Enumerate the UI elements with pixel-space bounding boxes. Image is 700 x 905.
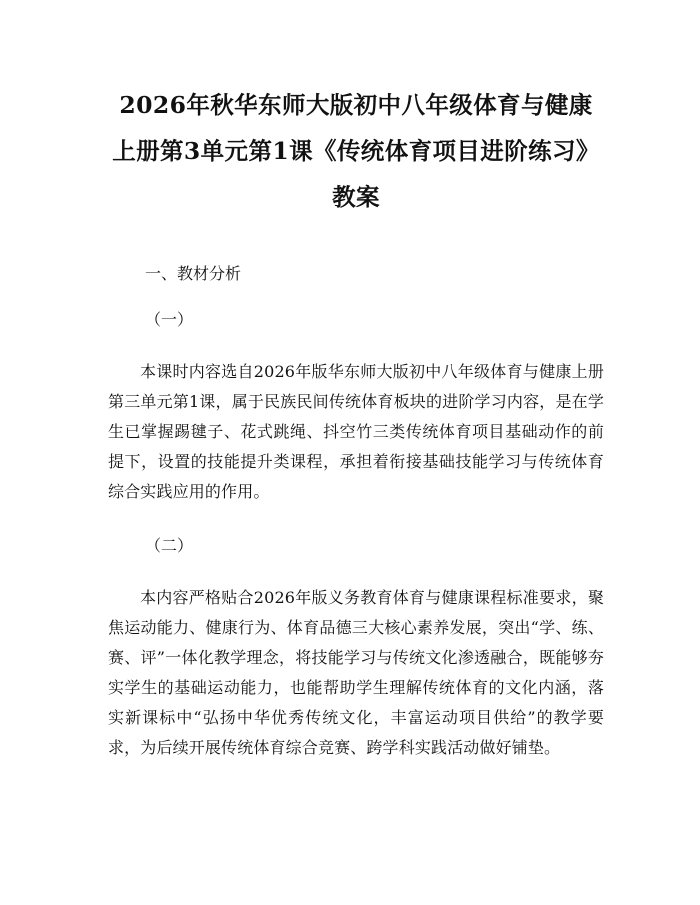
section-heading-textbook-analysis: 一、教材分析 bbox=[145, 264, 242, 283]
paragraph-2: 本内容严格贴合2026年版义务教育体育与健康课程标准要求，聚焦运动能力、健康行为、体育品德三大核心素养发展，突出“学、练、赛、评”一体化教学理念，将技能学习与传统文化渗透融合，既能够夯实学生的基础运动能力，也能帮助学生理解传统体育的文化内涵，落实新课标中“弘扬中华优秀传统文化，丰富运动项目供给”的教学要求，为后续开展传统体育综合竞赛、跨学科实践活动做好铺垫。 bbox=[108, 588, 604, 757]
document-title: 2026年秋华东师大版初中八年级体育与健康上册第3单元第1课《传统体育项目进阶练习》教案 bbox=[112, 91, 600, 211]
subsection-heading-2: （二） bbox=[145, 536, 194, 555]
paragraph-1: 本课时内容选自2026年版华东师大版初中八年级体育与健康上册第三单元第1课，属于民族民间传统体育板块的进阶学习内容，是在学生已掌握踢毽子、花式跳绳、抖空竹三类传统体育项目基础动作的前提下，设置的技能提升类课程，承担着衔接基础技能学习与传统体育综合实践应用的作用。 bbox=[108, 362, 604, 501]
subsection-heading-1: （一） bbox=[145, 310, 194, 329]
